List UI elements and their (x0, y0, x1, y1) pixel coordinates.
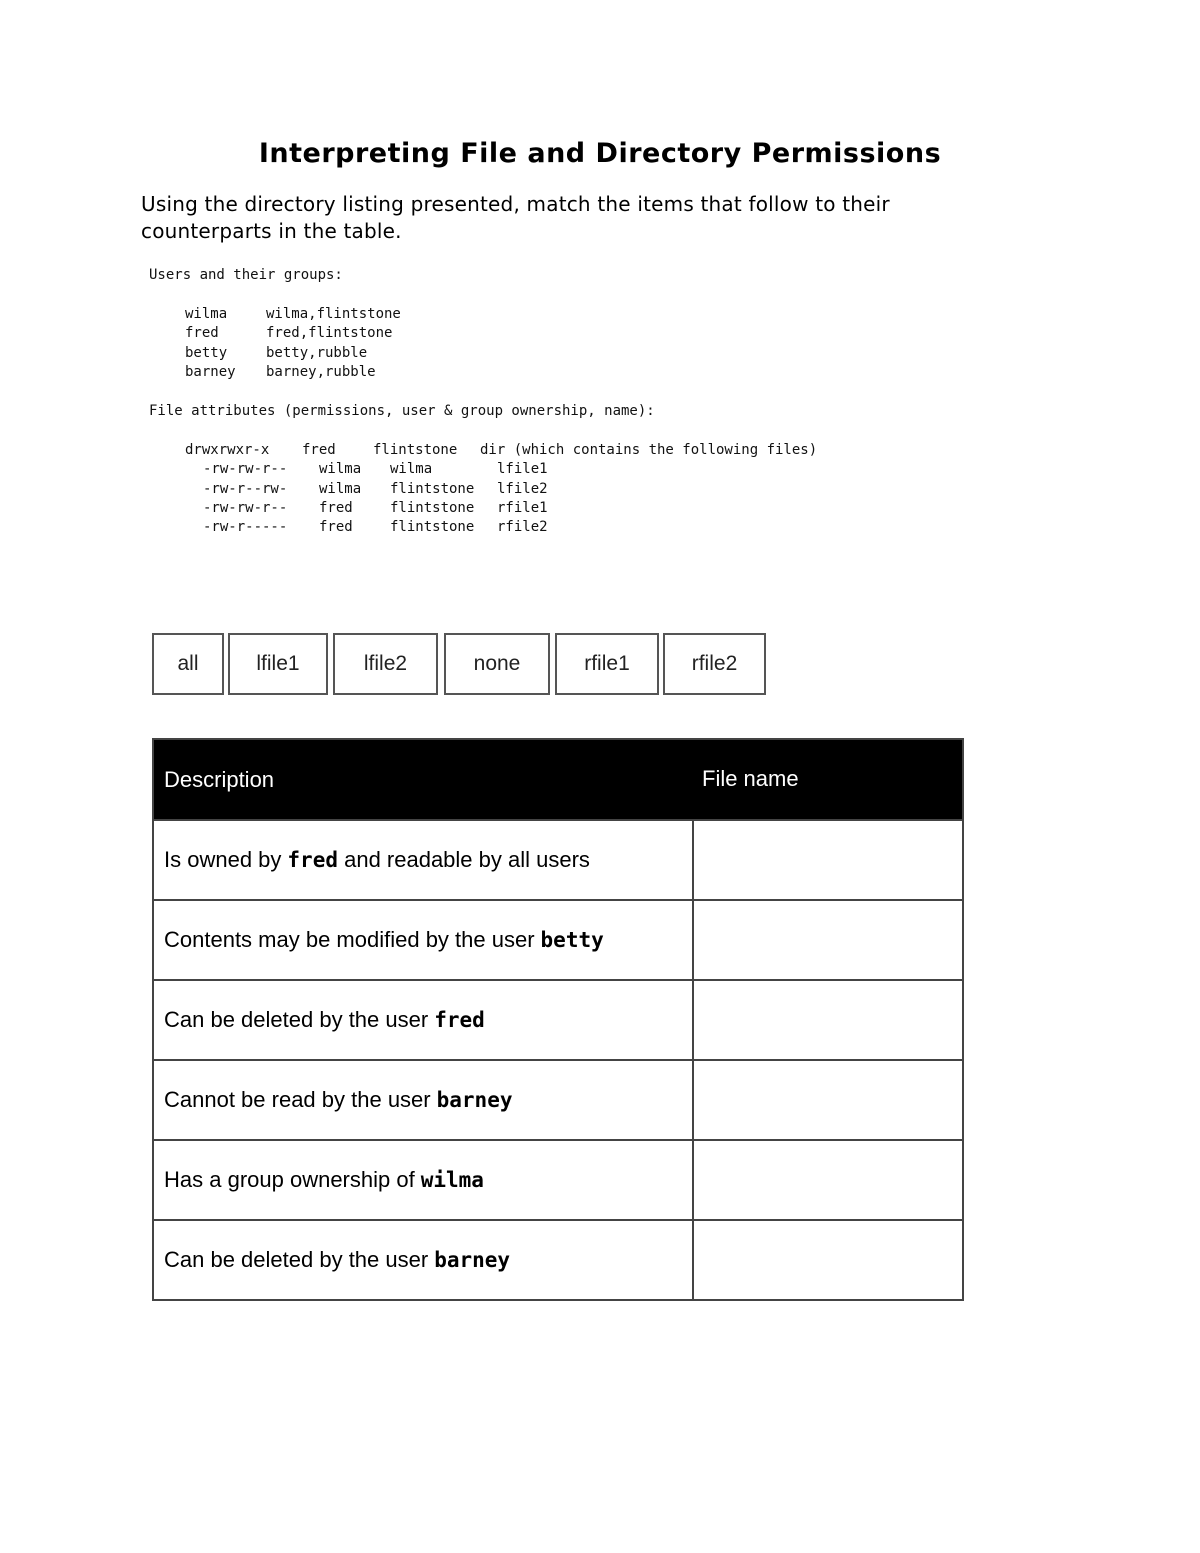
file-name-drop-zone[interactable] (694, 1141, 962, 1219)
description-keyword: betty (540, 928, 604, 952)
table-row (154, 899, 962, 979)
file-user: wilma (319, 461, 362, 477)
file-perm: -rw-rw-r-- (203, 461, 288, 477)
description-keyword: barney (434, 1248, 511, 1272)
option-lfile1[interactable]: lfile1 (228, 633, 328, 695)
file-perm: -rw-r----- (203, 519, 288, 535)
instructions: Using the directory listing presented, match the items that follow to their counterparts in the table. (141, 192, 890, 243)
files-heading: File attributes (permissions, user & group ownership, name): (149, 403, 655, 419)
file-group: flintstone (390, 500, 475, 516)
page-title: Interpreting File and Directory Permissions (258, 138, 942, 169)
row-description (154, 981, 694, 1059)
description-text: Contents may be modified by the user (164, 927, 535, 952)
table-row (154, 1059, 962, 1139)
option-lfile2[interactable]: lfile2 (333, 633, 438, 695)
header-file-name: File name (702, 766, 799, 791)
table-row (154, 819, 962, 899)
row-description (154, 821, 694, 899)
header-description: Description (164, 767, 275, 792)
file-name-drop-zone[interactable] (694, 981, 962, 1059)
table-row (154, 979, 962, 1059)
file-perm: -rw-r--rw- (203, 481, 288, 497)
description-keyword: barney (436, 1088, 513, 1112)
description-keyword: wilma (420, 1168, 484, 1192)
description-text: Cannot be read by the user (164, 1087, 431, 1112)
row-description (154, 901, 694, 979)
description-keyword: fred (287, 848, 338, 872)
file-user: wilma (319, 481, 362, 497)
file-name: rfile2 (497, 519, 548, 535)
file-name-drop-zone[interactable] (694, 1221, 962, 1299)
dir-perm: drwxrwxr-x (185, 442, 270, 458)
user-groups: betty,rubble (266, 345, 368, 361)
option-none[interactable]: none (444, 633, 550, 695)
description-suffix: and readable by all users (337, 847, 590, 872)
option-rfile1[interactable]: rfile1 (555, 633, 659, 695)
file-name: lfile2 (497, 481, 548, 497)
file-user: fred (319, 500, 353, 516)
table-header (154, 740, 962, 819)
user-groups: barney,rubble (266, 364, 376, 380)
user-groups: fred,flintstone (266, 325, 393, 341)
description-text: Can be deleted by the user (164, 1247, 429, 1272)
user-name: barney (185, 364, 236, 380)
user-name: wilma (185, 306, 228, 322)
file-name-drop-zone[interactable] (694, 901, 962, 979)
row-description (154, 1061, 694, 1139)
file-name-drop-zone[interactable] (694, 1061, 962, 1139)
table-row (154, 1219, 962, 1299)
file-user: fred (319, 519, 353, 535)
row-description (154, 1141, 694, 1219)
file-name-drop-zone[interactable] (694, 821, 962, 899)
file-name: lfile1 (497, 461, 548, 477)
description-text: Is owned by (164, 847, 282, 872)
option-all[interactable]: all (152, 633, 224, 695)
file-name: rfile1 (497, 500, 548, 516)
table-row (154, 1139, 962, 1219)
dir-user: fred (302, 442, 336, 458)
user-name: fred (185, 325, 219, 341)
row-description (154, 1221, 694, 1299)
file-group: wilma (390, 461, 433, 477)
description-text: Can be deleted by the user (164, 1007, 429, 1032)
description-keyword: fred (434, 1008, 485, 1032)
dir-group: flintstone (373, 442, 458, 458)
user-name: betty (185, 345, 228, 361)
file-group: flintstone (390, 519, 475, 535)
user-groups: wilma,flintstone (266, 306, 401, 322)
dir-name: dir (which contains the following files) (480, 442, 818, 458)
file-perm: -rw-rw-r-- (203, 500, 288, 516)
description-text: Has a group ownership of (164, 1167, 415, 1192)
matching-table (152, 738, 964, 1301)
option-rfile2[interactable]: rfile2 (663, 633, 766, 695)
users-heading: Users and their groups: (149, 267, 343, 283)
file-group: flintstone (390, 481, 475, 497)
